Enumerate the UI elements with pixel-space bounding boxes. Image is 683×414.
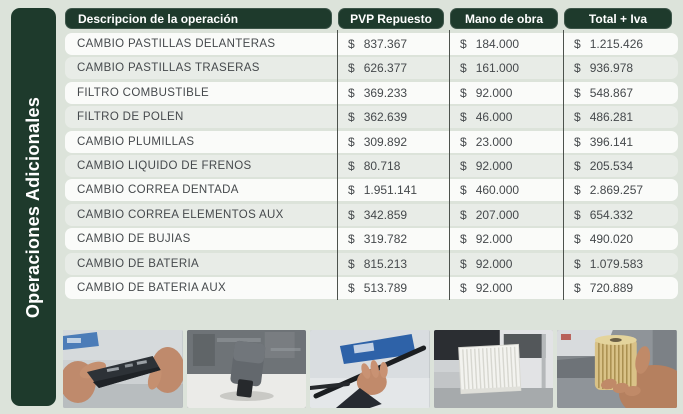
operation-description-cell: CAMBIO DE BUJIAS [77, 233, 191, 246]
amount: 23.000 [475, 134, 513, 149]
labor-cell [450, 228, 564, 250]
pvp-cell [338, 277, 450, 299]
table-row [65, 204, 678, 226]
labor-cell [450, 57, 564, 79]
labor-cell [450, 253, 564, 275]
table-row [65, 228, 678, 250]
pvp-cell [338, 253, 450, 275]
currency-symbol: $ [460, 134, 467, 149]
column-divider [449, 30, 450, 300]
operation-description-cell: CAMBIO PASTILLAS TRASERAS [77, 62, 260, 75]
amount: 184.000 [475, 37, 520, 51]
currency-symbol: $ [348, 134, 355, 149]
labor-cell [450, 33, 564, 55]
amount: 513.789 [363, 280, 408, 295]
currency-symbol: $ [348, 158, 355, 173]
currency-symbol: $ [348, 256, 355, 271]
amount: 1.079.583 [589, 256, 644, 271]
table-row [65, 33, 678, 55]
operation-description-cell: CAMBIO DE BATERIA [77, 257, 200, 270]
amount: 548.867 [589, 85, 634, 100]
currency-symbol: $ [460, 61, 467, 76]
currency-symbol: $ [348, 110, 355, 125]
currency-symbol: $ [574, 61, 581, 76]
operation-description-cell: CAMBIO PASTILLAS DELANTERAS [77, 38, 276, 50]
operation-description-cell: CAMBIO PLUMILLAS [77, 135, 195, 148]
amount: 92.000 [475, 232, 513, 247]
photo-cabin-air-filter [434, 330, 554, 408]
table-body [65, 33, 678, 299]
currency-symbol: $ [460, 280, 467, 295]
amount: 46.000 [475, 110, 513, 125]
pvp-cell [338, 204, 450, 226]
labor-cell [450, 155, 564, 177]
total-cell [564, 106, 678, 128]
currency-symbol: $ [574, 183, 581, 198]
pvp-cell [338, 131, 450, 153]
photo-brake-pad-held-in-hands [63, 330, 183, 408]
photo-wiper-blade-in-hands [310, 330, 430, 408]
currency-symbol: $ [460, 85, 467, 100]
currency-symbol: $ [574, 232, 581, 247]
table-row [65, 57, 678, 79]
operation-description-cell: FILTRO DE POLEN [77, 111, 184, 124]
total-cell [564, 277, 678, 299]
currency-symbol: $ [574, 280, 581, 295]
table-header-row [65, 8, 678, 29]
amount: 815.213 [363, 256, 408, 271]
currency-symbol: $ [460, 232, 467, 247]
operation-description-cell: CAMBIO LIQUIDO DE FRENOS [77, 159, 252, 172]
operation-description-cell: CAMBIO DE BATERIA AUX [77, 281, 227, 294]
operation-description-cell: CAMBIO CORREA DENTADA [77, 184, 239, 197]
amount: 92.000 [475, 280, 513, 295]
amount: 2.869.257 [589, 183, 644, 198]
currency-symbol: $ [574, 85, 581, 100]
amount: 92.000 [475, 256, 513, 271]
labor-cell [450, 277, 564, 299]
labor-cell [450, 82, 564, 104]
table-row [65, 155, 678, 177]
currency-symbol: $ [574, 256, 581, 271]
currency-symbol: $ [348, 232, 355, 247]
table-row [65, 131, 678, 153]
product-photo-strip [63, 330, 677, 408]
table-row [65, 82, 678, 104]
currency-symbol: $ [460, 183, 467, 198]
amount: 92.000 [475, 85, 513, 100]
labor-cell [450, 179, 564, 201]
currency-symbol: $ [460, 110, 467, 125]
total-cell [564, 131, 678, 153]
table-row [65, 277, 678, 299]
currency-symbol: $ [348, 85, 355, 100]
pvp-cell [338, 57, 450, 79]
header-total-iva: Total + Iva [564, 8, 672, 29]
currency-symbol: $ [348, 280, 355, 295]
currency-symbol: $ [348, 37, 355, 51]
table-row [65, 179, 678, 201]
amount: 1.951.141 [363, 183, 418, 198]
labor-cell [450, 106, 564, 128]
section-title: Operaciones Adicionales [23, 96, 43, 318]
amount: 654.332 [589, 207, 634, 222]
operation-description-cell: CAMBIO CORREA ELEMENTOS AUX [77, 208, 284, 221]
table-row [65, 253, 678, 275]
amount: 837.367 [363, 37, 408, 51]
currency-symbol: $ [460, 207, 467, 222]
operation-description-cell: FILTRO COMBUSTIBLE [77, 86, 209, 99]
pricing-table [65, 8, 678, 301]
amount: 207.000 [475, 207, 520, 222]
total-cell [564, 253, 678, 275]
header-pvp-repuesto: PVP Repuesto [338, 8, 444, 29]
currency-symbol: $ [574, 110, 581, 125]
total-cell [564, 179, 678, 201]
pvp-cell [338, 228, 450, 250]
labor-cell [450, 204, 564, 226]
amount: 626.377 [363, 61, 408, 76]
currency-symbol: $ [574, 134, 581, 149]
amount: 486.281 [589, 110, 634, 125]
total-cell [564, 33, 678, 55]
pvp-cell [338, 106, 450, 128]
header-mano-de-obra: Mano de obra [450, 8, 558, 29]
total-cell [564, 82, 678, 104]
currency-symbol: $ [574, 158, 581, 173]
currency-symbol: $ [460, 37, 467, 51]
table-row [65, 106, 678, 128]
photo-brake-pad-standing [187, 330, 307, 408]
currency-symbol: $ [348, 61, 355, 76]
amount: 205.534 [589, 158, 634, 173]
column-divider [337, 30, 338, 300]
currency-symbol: $ [348, 207, 355, 222]
amount: 80.718 [363, 158, 401, 173]
total-cell [564, 204, 678, 226]
section-banner [11, 8, 56, 406]
amount: 362.639 [363, 110, 408, 125]
amount: 309.892 [363, 134, 408, 149]
column-divider [563, 30, 564, 300]
currency-symbol: $ [574, 37, 581, 51]
total-cell [564, 57, 678, 79]
currency-symbol: $ [574, 207, 581, 222]
amount: 490.020 [589, 232, 634, 247]
amount: 396.141 [589, 134, 634, 149]
amount: 342.859 [363, 207, 408, 222]
total-cell [564, 155, 678, 177]
header-description: Descripcion de la operación [65, 8, 332, 29]
pvp-cell [338, 82, 450, 104]
labor-cell [450, 131, 564, 153]
amount: 460.000 [475, 183, 520, 198]
amount: 1.215.426 [589, 37, 644, 51]
amount: 369.233 [363, 85, 408, 100]
photo-oil-filter-in-hand [557, 330, 677, 408]
currency-symbol: $ [460, 256, 467, 271]
amount: 319.782 [363, 232, 408, 247]
amount: 936.978 [589, 61, 634, 76]
total-cell [564, 228, 678, 250]
amount: 92.000 [475, 158, 513, 173]
amount: 720.889 [589, 280, 634, 295]
pvp-cell [338, 179, 450, 201]
amount: 161.000 [475, 61, 520, 76]
currency-symbol: $ [348, 183, 355, 198]
currency-symbol: $ [460, 158, 467, 173]
pvp-cell [338, 155, 450, 177]
pvp-cell [338, 33, 450, 55]
